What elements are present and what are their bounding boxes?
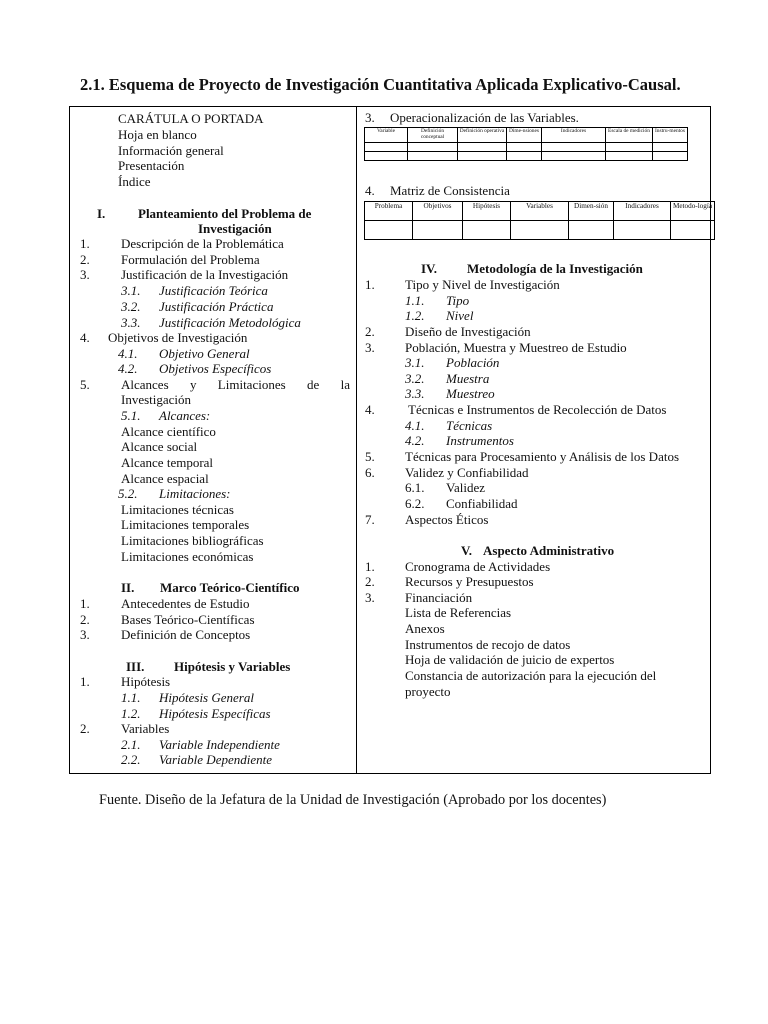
table-header-cell: Variables [511, 202, 569, 221]
item-text: Matriz de Consistencia [390, 183, 510, 198]
item-number: 5. [80, 377, 90, 392]
operacionalizacion-table [364, 127, 688, 161]
section-roman: V. [461, 543, 472, 558]
subitem-text: Nivel [446, 308, 474, 323]
table-header-cell: Instru-mentos [653, 128, 688, 143]
column-divider [356, 107, 357, 773]
item-text: Justificación de la Investigación [121, 267, 289, 282]
section-roman: II. [121, 580, 135, 595]
item-number: 2. [365, 574, 375, 589]
table-header-cell: Dime-nsiones [507, 128, 542, 143]
item-number: 3. [365, 110, 375, 125]
item-text: Validez y Confiabilidad [405, 465, 529, 480]
item-text: Hipótesis [121, 674, 171, 689]
list-item: Instrumentos de recojo de datos [405, 637, 571, 652]
item-text: Objetivos de Investigación [108, 330, 248, 345]
list-item: Limitaciones económicas [121, 549, 254, 564]
item-number: 1. [80, 674, 90, 689]
subitem-text: Objetivos Específicos [159, 361, 272, 376]
list-item: Hoja de validación de juicio de expertos [405, 652, 615, 667]
source-caption: Fuente. Diseño de la Jefatura de la Unidad de Investigación (Aprobado por los docentes) [99, 792, 607, 808]
list-item: Limitaciones técnicas [121, 502, 234, 517]
section-heading: Planteamiento del Problema de [138, 206, 312, 221]
subitem-text: Justificación Práctica [159, 299, 274, 314]
subitem-number: 4.1. [405, 418, 425, 433]
subitem-number: 5.2. [118, 486, 138, 501]
list-item: Lista de Referencias [405, 605, 512, 620]
subitem-number: 3.3. [121, 315, 141, 330]
item-number: 3. [365, 340, 375, 355]
item-text: Variables [121, 721, 170, 736]
word: Limitaciones [217, 377, 286, 392]
item-number: 1. [365, 277, 375, 292]
item-number: 4. [80, 330, 90, 345]
subitem-number: 6.1. [405, 480, 425, 495]
subitem-text: Variable Independiente [159, 737, 280, 752]
list-item: Limitaciones bibliográficas [121, 533, 264, 548]
item-text: Definición de Conceptos [121, 627, 251, 642]
subitem-number: 3.1. [121, 283, 141, 298]
item-number: 1. [365, 559, 375, 574]
subitem-number: 4.2. [405, 433, 425, 448]
subitem-text: Hipótesis General [159, 690, 254, 705]
item-number: 3. [80, 627, 90, 642]
item-number: 1. [80, 596, 90, 611]
item-number: 2. [80, 252, 90, 267]
scheme-frame [69, 106, 711, 774]
item-number: 4. [365, 183, 375, 198]
item-text: Descripción de la Problemática [121, 236, 284, 251]
subitem-text: Muestra [446, 371, 490, 386]
item-text: Técnicas para Procesamiento y Análisis de los Datos [405, 449, 680, 464]
subitem-text: Población [446, 355, 500, 370]
word: de [307, 377, 320, 392]
subitem-number: 1.1. [121, 690, 141, 705]
subitem-number: 1.2. [405, 308, 425, 323]
item-number: 3. [80, 267, 90, 282]
item-number: 3. [365, 590, 375, 605]
table-header-cell: Variable [365, 128, 408, 143]
item-text: Bases Teórico-Científicas [121, 612, 255, 627]
table-header-cell: Definición operativa [458, 128, 507, 143]
caratula-line: Presentación [118, 158, 185, 173]
list-item: Anexos [405, 621, 445, 636]
subitem-text: Objetivo General [159, 346, 250, 361]
subitem-text: Tipo [446, 293, 470, 308]
word: Alcances [121, 377, 169, 392]
item-number: 6. [365, 465, 375, 480]
word: y [189, 377, 197, 392]
item-text: Formulación del Problema [121, 252, 260, 267]
subitem-text: Alcances: [159, 408, 211, 423]
section-roman: I. [97, 206, 106, 221]
subitem-number: 4.1. [118, 346, 138, 361]
subitem-number: 6.2. [405, 496, 425, 511]
subitem-text: Hipótesis Específicas [159, 706, 271, 721]
table-header-cell: Hipótesis [463, 202, 511, 221]
section-heading: Aspecto Administrativo [483, 543, 615, 558]
subitem-number: 1.2. [121, 706, 141, 721]
subitem-text: Variable Dependiente [159, 752, 272, 767]
subitem-number: 3.3. [405, 386, 425, 401]
list-item: Alcance temporal [121, 455, 214, 470]
item-number: 5. [365, 449, 375, 464]
subitem-number: 2.1. [121, 737, 141, 752]
list-item: proyecto [405, 684, 451, 699]
item-number: 7. [365, 512, 375, 527]
table-header-cell: Dimen-sión [569, 202, 614, 221]
subitem-text: Justificación Teórica [159, 283, 268, 298]
subitem-number: 4.2. [118, 361, 138, 376]
caratula-line: Índice [118, 174, 151, 189]
section-heading: Hipótesis y Variables [174, 659, 291, 674]
table-header-cell: Indicadores [614, 202, 671, 221]
subitem-number: 1.1. [405, 293, 425, 308]
subitem-text: Muestreo [446, 386, 495, 401]
subitem-number: 3.2. [405, 371, 425, 386]
section-heading: Investigación [198, 221, 272, 236]
item-text: Cronograma de Actividades [405, 559, 551, 574]
list-item: Alcance espacial [121, 471, 209, 486]
section-roman: III. [126, 659, 145, 674]
item-number: 2. [365, 324, 375, 339]
subitem-text: Técnicas [446, 418, 493, 433]
section-roman: IV. [421, 261, 438, 276]
list-item: Alcance científico [121, 424, 216, 439]
item-text-continued: Investigación [121, 392, 192, 407]
list-item: Limitaciones temporales [121, 517, 250, 532]
item-text: Técnicas e Instrumentos de Recolección de Datos [408, 402, 667, 417]
alcances-line [121, 377, 350, 393]
table-header-row [365, 202, 715, 221]
item-text: Recursos y Presupuestos [405, 574, 534, 589]
item-text: Diseño de Investigación [405, 324, 531, 339]
item-text: Operacionalización de las Variables. [390, 110, 579, 125]
item-text: Población, Muestra y Muestreo de Estudio [405, 340, 627, 355]
table-header-cell: Problema [365, 202, 413, 221]
item-number: 4. [365, 402, 375, 417]
word: la [340, 377, 350, 392]
section-heading: Marco Teórico-Científico [160, 580, 300, 595]
subitem-text: Instrumentos [446, 433, 514, 448]
item-text: Antecedentes de Estudio [121, 596, 250, 611]
subitem-text: Confiabilidad [446, 496, 518, 511]
subitem-number: 3.1. [405, 355, 425, 370]
table-header-cell: Metodo-logía [671, 202, 715, 221]
item-number: 2. [80, 612, 90, 627]
subitem-number: 3.2. [121, 299, 141, 314]
subitem-number: 5.1. [121, 408, 141, 423]
section-heading: Metodología de la Investigación [467, 261, 643, 276]
caratula-line: CARÁTULA O PORTADA [118, 111, 264, 126]
table-row [365, 152, 688, 161]
table-header-cell: Indicadores [542, 128, 606, 143]
table-row [365, 143, 688, 152]
matriz-consistencia-table [364, 201, 715, 240]
item-text: Tipo y Nivel de Investigación [405, 277, 560, 292]
list-item: Alcance social [121, 439, 198, 454]
document-title: 2.1. Esquema de Proyecto de Investigación Cuantitativa Aplicada Explicativo-Causal. [80, 75, 681, 94]
item-text: Aspectos Éticos [405, 512, 489, 527]
subitem-text: Limitaciones: [159, 486, 231, 501]
list-item: Constancia de autorización para la ejecución del [405, 668, 657, 683]
table-header-cell: Objetivos [413, 202, 463, 221]
caratula-line: Información general [118, 143, 224, 158]
table-row [365, 221, 715, 240]
table-header-cell: Escala de medición [606, 128, 653, 143]
caratula-line: Hoja en blanco [118, 127, 197, 142]
subitem-number: 2.2. [121, 752, 141, 767]
table-header-row [365, 128, 688, 143]
subitem-text: Justificación Metodológica [159, 315, 301, 330]
subitem-text: Validez [446, 480, 485, 495]
table-header-cell: Definición conceptual [408, 128, 458, 143]
item-number: 1. [80, 236, 90, 251]
item-number: 2. [80, 721, 90, 736]
item-text: Financiación [405, 590, 473, 605]
